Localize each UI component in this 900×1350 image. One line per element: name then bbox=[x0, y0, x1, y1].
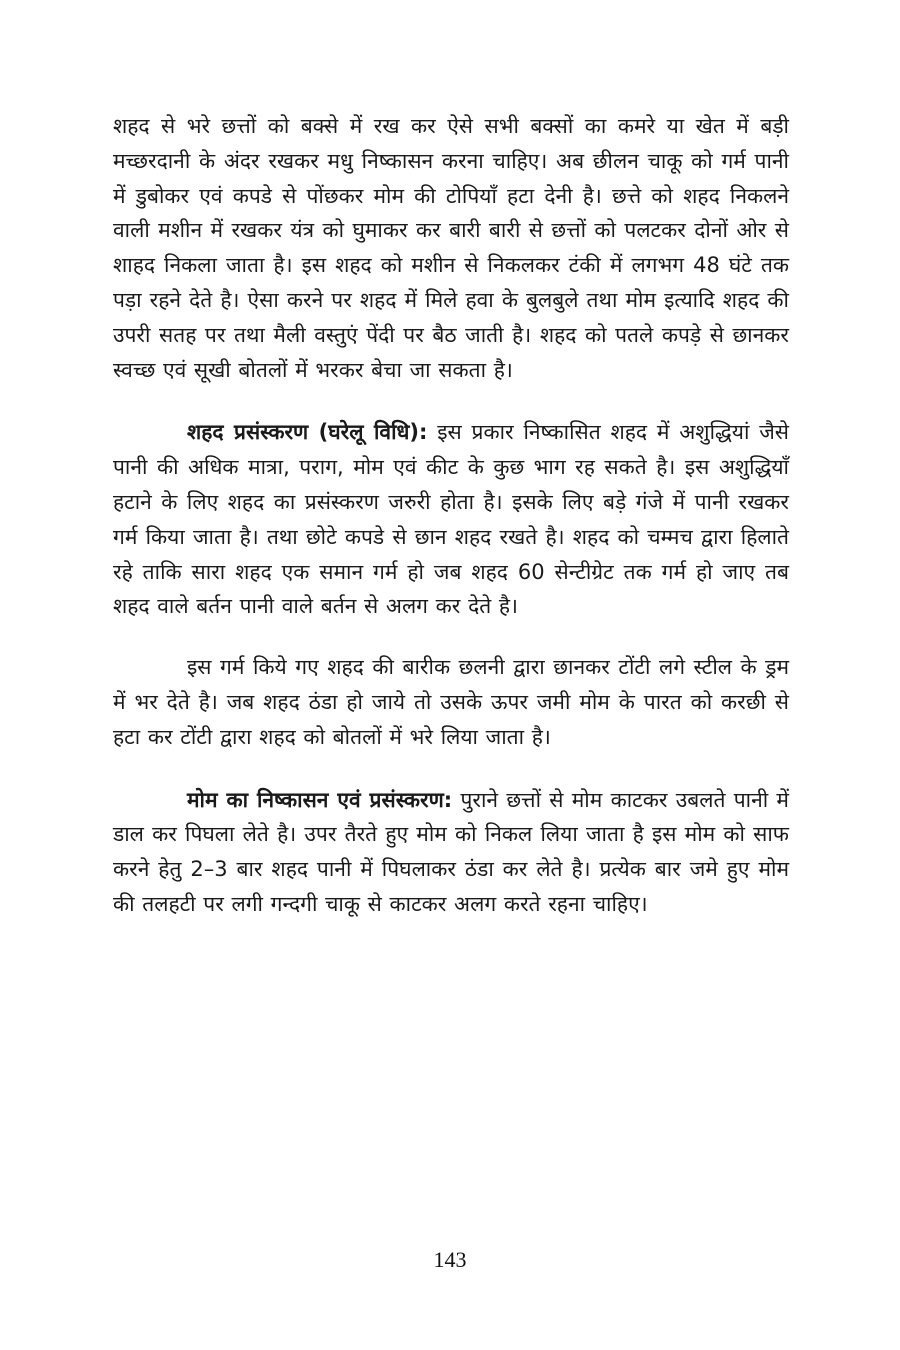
paragraph-wax-extraction bbox=[113, 783, 789, 922]
paragraph-text: पुराने छत्तों से मोम काटकर उबलते पानी में डाल कर पिघला लेते है। उपर तैरते हुए मोम को निकल लिया जाता है इस मोम को साफ करने हेतु 2–3 बार शहद पानी में पिघलाकर ठंडा कर लेते है। प्रत्येक बार जमे हुए मोम की तलहटी पर लगी गन्दगी चाकू से काटकर अलग करते रहना चाहिए। bbox=[113, 787, 789, 916]
document-body bbox=[113, 109, 789, 922]
section-heading-wax-extraction: मोम का निष्कासन एवं प्रसंस्करण: bbox=[187, 787, 453, 812]
section-heading-honey-processing: शहद प्रसंस्करण (घरेलू विधि): bbox=[187, 420, 428, 445]
paragraph-text: इस प्रकार निष्कासित शहद में अशुद्धियां जैसे पानी की अधिक मात्रा, पराग, मोम एवं कीट के कुछ भाग रह सकते है। इस अशुद्धियाँ हटाने के लिए शहद का प्रसंस्करण जरुरी होता है। इसके लिए बड़े गंजे में पानी रखकर गर्म किया जाता है। तथा छोटे कपडे से छान शहद रखते है। शहद को चम्मच द्वारा हिलाते रहे ताकि सारा शहद एक समान गर्म हो जब शहद 60 सेन्टीग्रेट तक गर्म हो जाए तब शहद वाले बर्तन पानी वाले बर्तन से अलग कर देते है। bbox=[113, 420, 789, 619]
paragraph-filtering bbox=[113, 650, 789, 754]
paragraph-honey-processing bbox=[113, 415, 789, 624]
paragraph-text: शहद से भरे छत्तों को बक्से में रख कर ऐसे सभी बक्सों का कमरे या खेत में बड़ी मच्छरदानी के अंदर रखकर मधु निष्कासन करना चाहिए। अब छीलन चाकू को गर्म पानी में डुबोकर एवं कपडे से पोंछकर मोम की टोपियाँ हटा देनी है। छत्ते को शहद निकलने वाली मशीन में रखकर यंत्र को घुमाकर कर बारी बारी से छत्तों को पलटकर दोनों ओर से शाहद निकला जाता है। इस शहद को मशीन से निकलकर टंकी में लगभग 48 घंटे तक पड़ा रहने देते है। ऐसा करने पर शहद में मिले हवा के बुलबुले तथा मोम इत्यादि शहद की उपरी सतह पर तथा मैली वस्तुएं पेंदी पर बैठ जाती है। शहद को पतले कपड़े से छानकर स्वच्छ एवं सूखी बोतलों में भरकर बेचा जा सकता है। bbox=[113, 114, 789, 382]
paragraph-text: इस गर्म किये गए शहद की बारीक छलनी द्वारा छानकर टोंटी लगे स्टील के ड्रम में भर देते है। जब शहद ठंडा हो जाये तो उसके ऊपर जमी मोम के पारत को करछी से हटा कर टोंटी द्वारा शहद को बोतलों में भरे लिया जाता है। bbox=[113, 655, 789, 749]
paragraph-honey-extraction bbox=[113, 109, 789, 387]
page-number: 143 bbox=[433, 1247, 467, 1272]
